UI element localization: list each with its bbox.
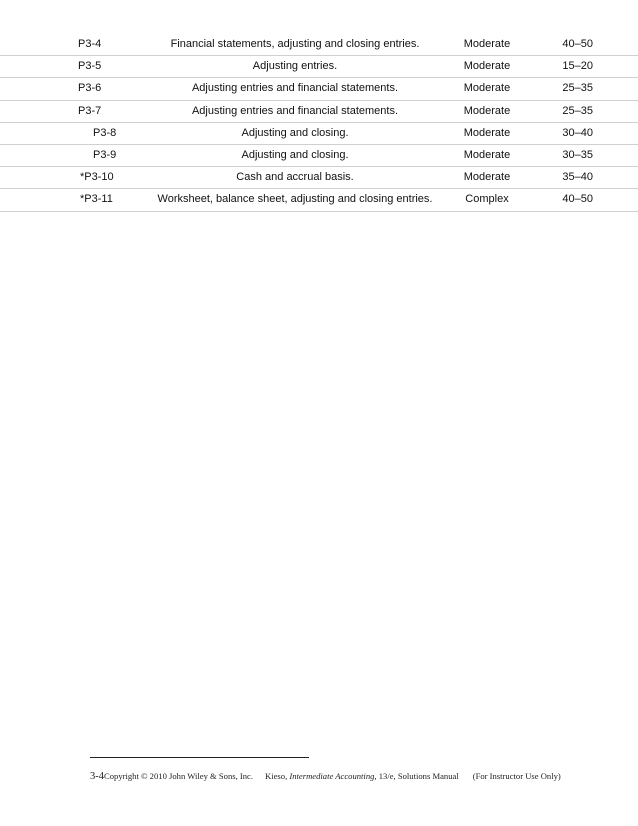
difficulty-level: Complex bbox=[465, 193, 509, 206]
problem-id: P3-8 bbox=[93, 126, 117, 139]
page-footer bbox=[90, 771, 561, 782]
problem-table bbox=[0, 34, 638, 212]
difficulty-level: Moderate bbox=[463, 171, 511, 184]
problem-description: Adjusting and closing. bbox=[241, 148, 349, 161]
table-row bbox=[0, 123, 638, 145]
problem-description: Adjusting entries and financial statements. bbox=[191, 82, 399, 95]
table-row bbox=[0, 145, 638, 167]
copyright-text: Copyright © 2010 John Wiley & Sons, Inc. bbox=[104, 771, 254, 781]
difficulty-level: Moderate bbox=[463, 38, 511, 50]
problem-description: Financial statements, adjusting and closing entries. bbox=[170, 38, 420, 50]
time-estimate: 15–20 bbox=[562, 60, 593, 73]
table-row bbox=[0, 167, 638, 189]
problem-id: P3-5 bbox=[78, 60, 102, 73]
footer-author: Kieso, bbox=[265, 771, 290, 781]
table-row bbox=[0, 189, 638, 211]
difficulty-level: Moderate bbox=[463, 148, 511, 161]
difficulty-level: Moderate bbox=[463, 104, 511, 117]
footer-edition: 13/e, Solutions Manual bbox=[376, 771, 459, 781]
problem-description: Cash and accrual basis. bbox=[236, 171, 354, 184]
page-number: 3-4 bbox=[90, 771, 104, 782]
table-row bbox=[0, 101, 638, 123]
difficulty-level: Moderate bbox=[463, 126, 511, 139]
difficulty-level: Moderate bbox=[463, 60, 511, 73]
time-estimate: 35–40 bbox=[562, 171, 593, 184]
difficulty-level: Moderate bbox=[463, 82, 511, 95]
time-estimate: 25–35 bbox=[562, 82, 593, 95]
table-row bbox=[0, 78, 638, 100]
problem-id: P3-6 bbox=[78, 82, 102, 95]
footer-note: (For Instructor Use Only) bbox=[472, 771, 561, 781]
time-estimate: 40–50 bbox=[562, 38, 593, 50]
problem-id: *P3-10 bbox=[80, 171, 114, 184]
table-row bbox=[0, 56, 638, 78]
footer-divider bbox=[90, 757, 309, 758]
time-estimate: 30–35 bbox=[562, 148, 593, 161]
problem-description: Adjusting and closing. bbox=[241, 126, 349, 139]
problem-id: P3-4 bbox=[78, 38, 102, 50]
footer-book-title: Intermediate Accounting, bbox=[289, 771, 377, 781]
time-estimate: 40–50 bbox=[562, 193, 593, 206]
time-estimate: 30–40 bbox=[562, 126, 593, 139]
problem-description: Adjusting entries and financial statements. bbox=[191, 104, 399, 117]
table-row bbox=[0, 34, 638, 56]
problem-id: P3-9 bbox=[93, 148, 117, 161]
problem-id: P3-7 bbox=[78, 104, 102, 117]
problem-description: Worksheet, balance sheet, adjusting and closing entries. bbox=[157, 193, 433, 206]
problem-description: Adjusting entries. bbox=[252, 60, 338, 73]
problem-id: *P3-11 bbox=[80, 193, 113, 206]
time-estimate: 25–35 bbox=[562, 104, 593, 117]
